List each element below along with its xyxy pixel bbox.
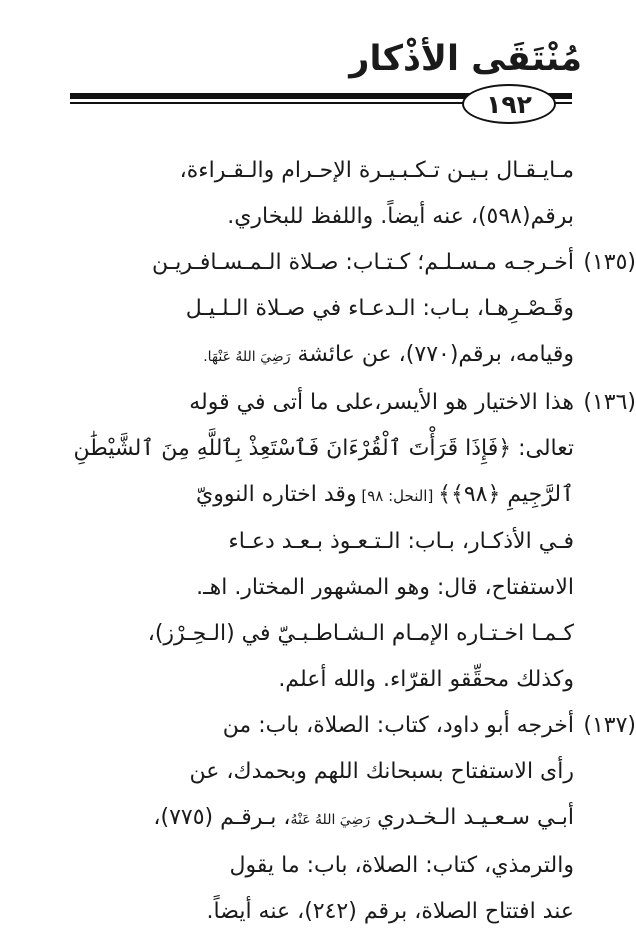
quran-verse: ﴿فَإِذَا قَرَأْتَ ٱلْقُرْءَانَ فَٱسْتَعِذْ بِٱللَّهِ مِنَ ٱلشَّيْطَٰنِ (73, 436, 512, 461)
intro-paragraph (66, 148, 574, 240)
text-line: فـي الأذكـار، بـاب: الـتـعـوذ بـعـد دعـاء (228, 529, 574, 554)
text-line (66, 332, 574, 380)
text-line (66, 426, 574, 472)
quran-verse: ٱلرَّجِيمِ ﴿٩٨﴾﴾ (438, 482, 574, 507)
text-segment: أبـي سـعـيـد الـخـدري (370, 805, 574, 830)
book-title: مُنْتَقَى الأذْكار (349, 39, 582, 79)
honorific-symbol: رَضِيَ اللهُ عَنْهُ (290, 812, 371, 828)
text-segment: وقيامه، برقم(٧٧٠)، عن عائشة (290, 342, 574, 367)
text-line: أخرجه أبو داود، كتاب: الصلاة، باب: من (222, 713, 574, 738)
page-number: ١٩٢ (486, 89, 532, 119)
text-line: وقَـصْـرِهـا، بـاب: الـدعـاء في صـلاة الـلـيـل (185, 296, 574, 321)
footnote-number: (١٣٧) (583, 713, 636, 738)
footnote-number: (١٣٦) (583, 390, 636, 415)
verse-reference: [النحل: ٩٨] (356, 487, 439, 505)
text-line: والترمذي، كتاب: الصلاة، باب: ما يقول (229, 853, 574, 878)
text-line (66, 472, 574, 519)
text-line: عند افتتاح الصلاة، برقم (٢٤٢)، عنه أيضاً. (206, 899, 574, 924)
page-number-oval (462, 84, 556, 124)
text-line: برقم(٥٩٨)، عنه أيضاً. واللفظ للبخاري. (227, 204, 574, 229)
text-segment: تعالى: (511, 436, 574, 461)
text-line: أخـرجـه مـسـلـم؛ كـتـاب: صـلاة الـمـسـافـريـن (152, 250, 574, 275)
honorific-symbol: رَضِيَ اللهُ عَنْهَا. (203, 349, 291, 365)
text-line: مـايـقـال بـيـن تـكـبـيـرة الإحـرام والـقـراءة، (179, 158, 574, 183)
footnote-135 (66, 240, 636, 380)
text-line: هذا الاختيار هو الأيسر،على ما أتى في قوله (189, 390, 574, 415)
footnote-137 (66, 703, 636, 935)
text-segment: وقد اختاره النوويّ (196, 482, 357, 507)
page-content (66, 148, 636, 935)
text-line: وكذلك محقِّقو القرّاء. والله أعلم. (278, 667, 574, 692)
text-line (66, 795, 574, 843)
text-line: كـمـا اخـتـاره الإمـام الـشـاطـبـيّ في (الـحِـرْز)، (147, 621, 574, 646)
text-line: الاستفتاح، قال: وهو المشهور المختار. اهـ. (196, 575, 574, 600)
footnote-number: (١٣٥) (583, 250, 636, 275)
text-segment: ، بـرقـم (٧٧٥)، (153, 805, 291, 830)
page-header (0, 0, 636, 130)
footnote-136 (66, 380, 636, 703)
text-line: رأى الاستفتاح بسبحانك اللهم وبحمدك، عن (189, 759, 574, 784)
